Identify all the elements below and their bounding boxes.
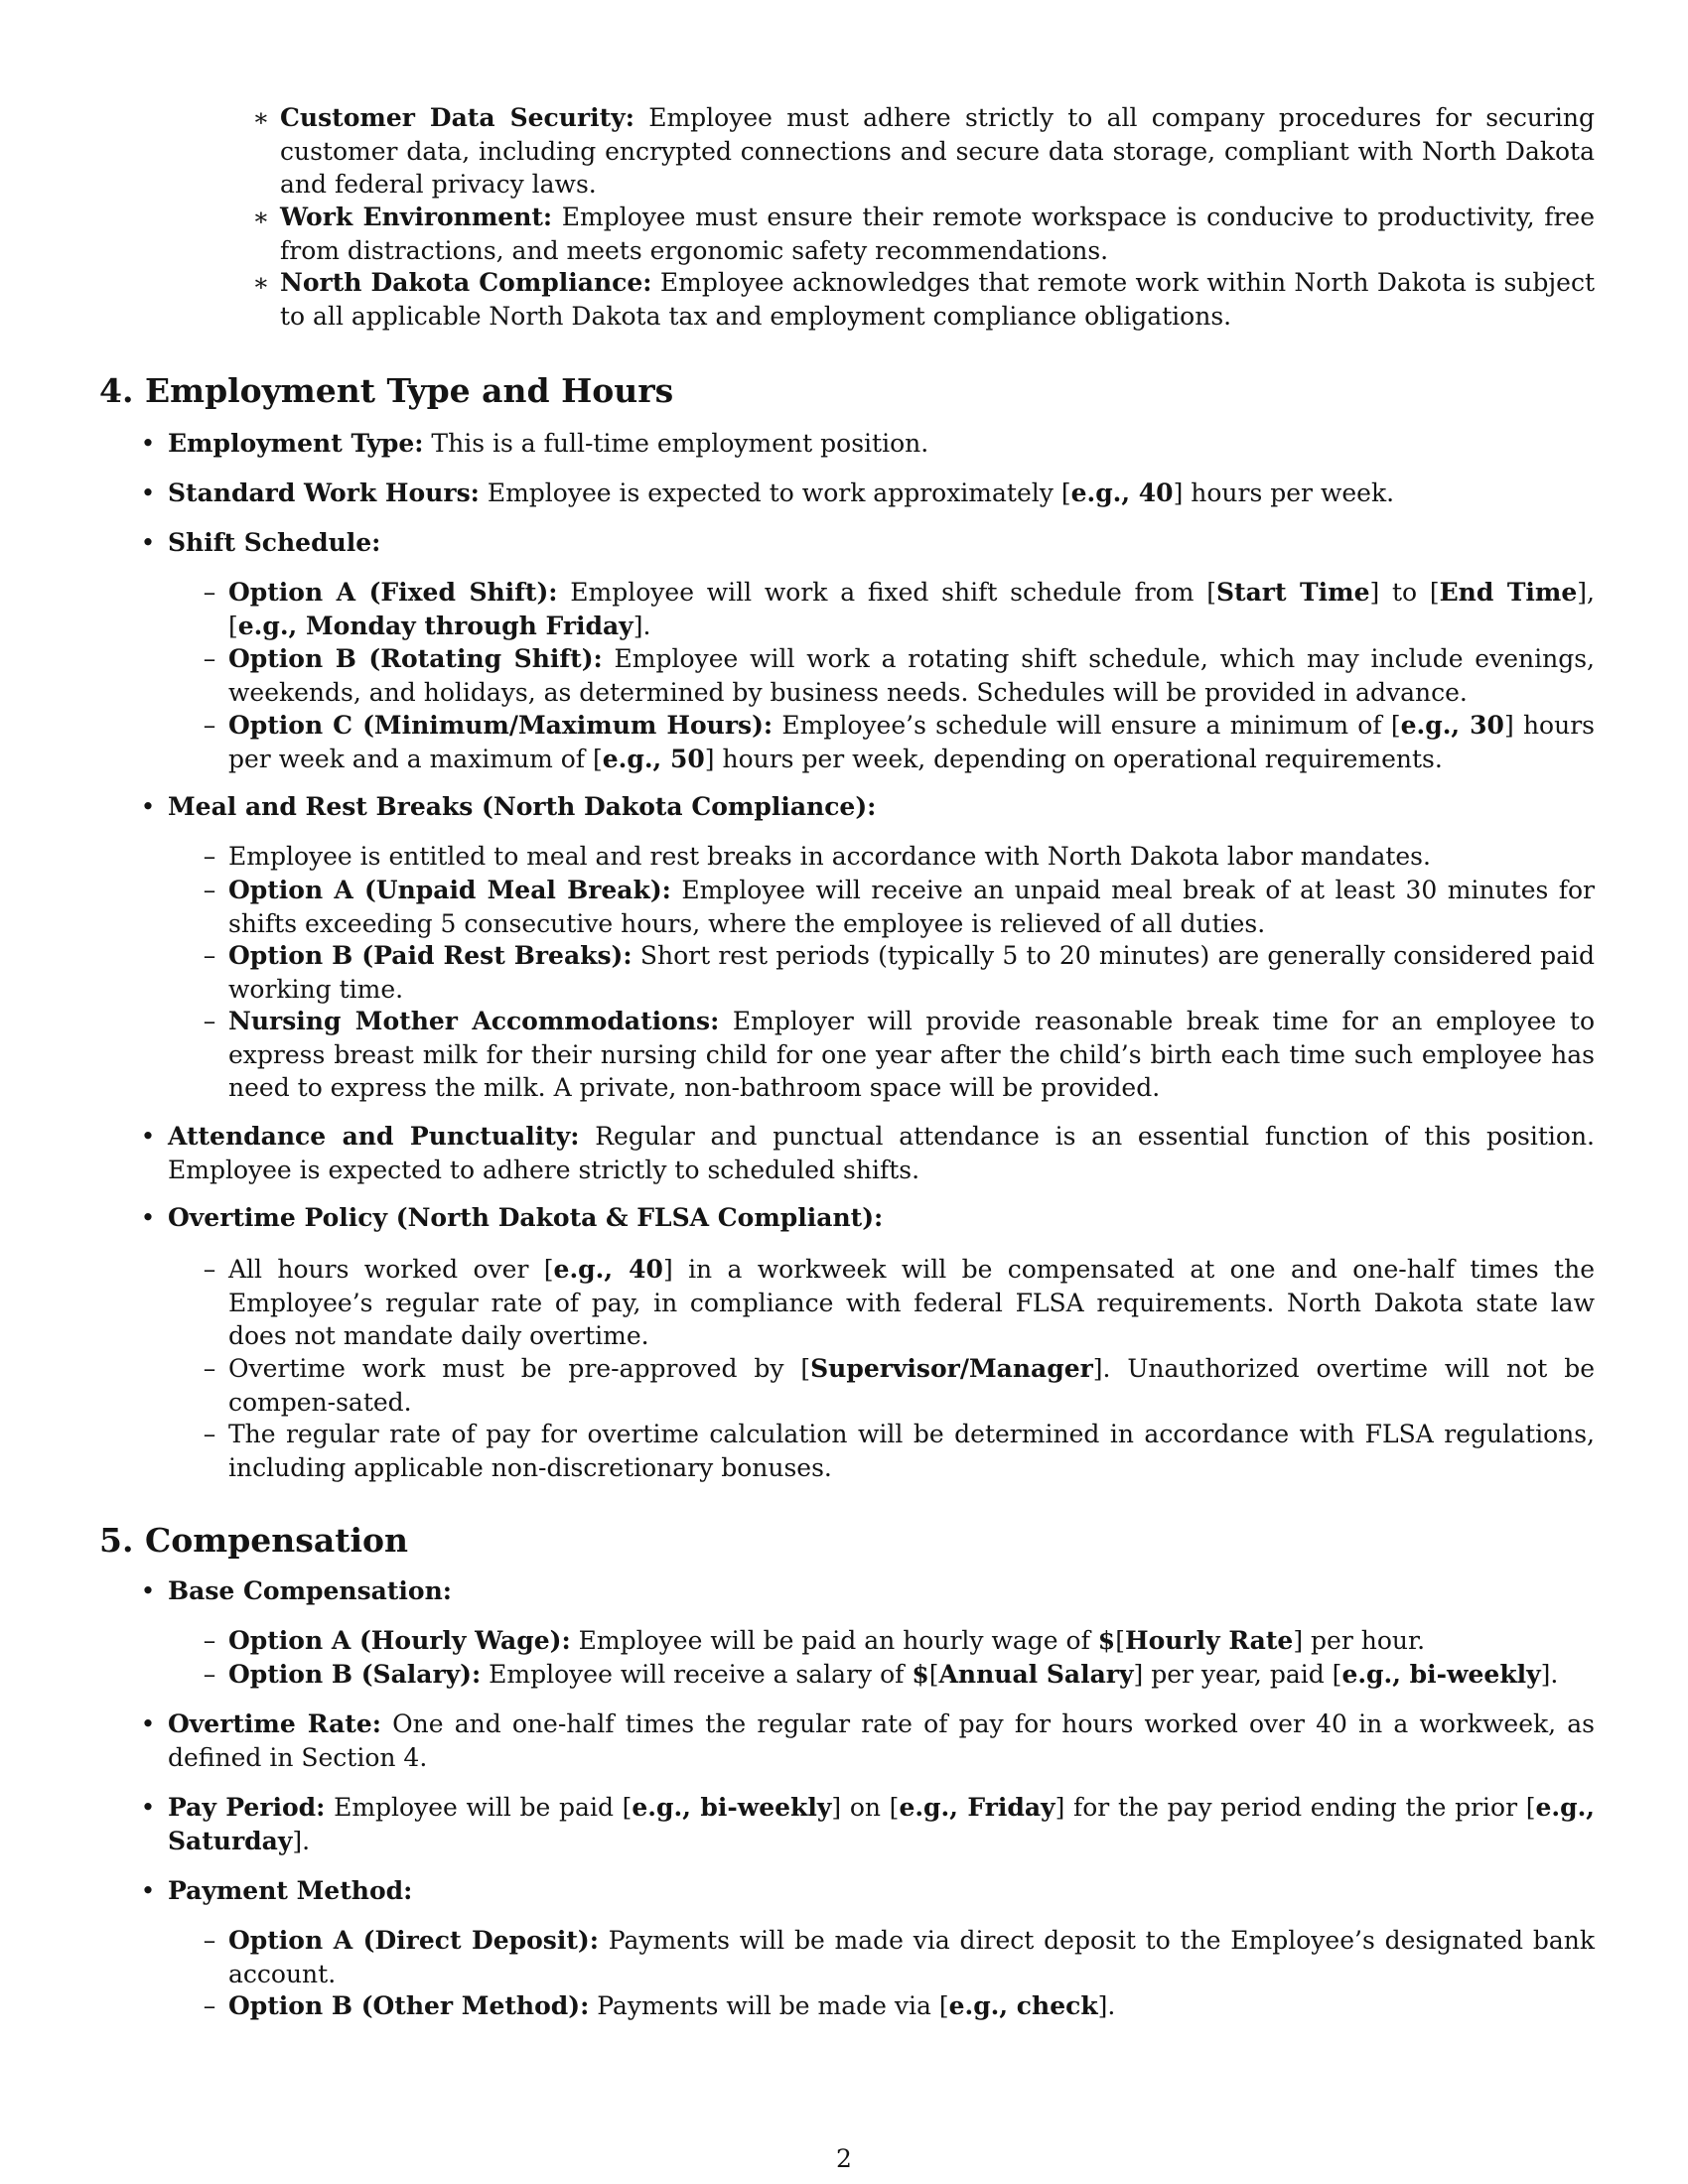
list-item-overtime-policy: Overtime Policy (North Dakota & FLSA Compliant): [168, 1203, 884, 1232]
dash-marker: – [203, 644, 216, 673]
dash-marker: – [203, 1255, 216, 1284]
list-item-attendance: Attendance and Punctuality: Regular and punctual attendance is an essential function of this position. Employee is expected to adhere strictly to scheduled shifts. [168, 1122, 1595, 1184]
bullet-marker: • [140, 1203, 156, 1232]
section-heading-5: 5. Compensation [99, 1521, 408, 1560]
dash-marker: – [203, 1926, 216, 1955]
list-item-base-compensation: Base Compensation: [168, 1576, 452, 1605]
list-item-payment-method: Payment Method: [168, 1876, 413, 1905]
list-item-meal-rest-breaks: Meal and Rest Breaks (North Dakota Compliance): [168, 792, 877, 821]
bullet-marker: • [140, 478, 156, 507]
list-item-breaks-intro: Employee is entitled to meal and rest breaks in accordance with North Dakota labor mandates. [228, 842, 1431, 871]
dash-marker: – [203, 1626, 216, 1655]
bullet-marker: • [140, 1122, 156, 1151]
asterisk-marker: ∗ [252, 203, 270, 231]
bullet-marker: • [140, 792, 156, 821]
dash-marker: – [203, 1991, 216, 2020]
list-item-overtime-3: The regular rate of pay for overtime calculation will be determined in accordance with FLSA regulations, including applicable non-discretionary bonuses. [228, 1420, 1595, 1482]
list-item-shift-option-a: Option A (Fixed Shift): Employee will work a fixed shift schedule from [Start Time] to [End Time], [e.g., Monday through Friday]. [228, 578, 1595, 640]
list-item-north-dakota-compliance: North Dakota Compliance: Employee acknowledges that remote work within North Dakota is subject to all applicable North Dakota tax and employment compliance obligations. [280, 268, 1595, 331]
list-item-nursing-mother: Nursing Mother Accommodations: Employer will provide reasonable break time for an employee to express breast milk for their nursing child for one year after the child’s birth each time such employee has need to express the milk. A private, non-bathroom space will be provided. [228, 1007, 1595, 1102]
list-item-work-environment: Work Environment: Employee must ensure their remote workspace is conducive to productivity, free from distractions, and meets ergonomic safety recommendations. [280, 203, 1595, 265]
bullet-marker: • [140, 1876, 156, 1905]
list-item-shift-option-c: Option C (Minimum/Maximum Hours): Employee’s schedule will ensure a minimum of [e.g., 30] hours per week and a maximum of [e.g., 50] hours per week, depending on operational requirements. [228, 711, 1595, 773]
list-item-overtime-2: Overtime work must be pre-approved by [Supervisor/Manager]. Unauthorized overtime will not be compen-sated. [228, 1354, 1595, 1417]
dash-marker: – [203, 876, 216, 904]
bullet-marker: • [140, 1709, 156, 1738]
list-item-hourly-wage: Option A (Hourly Wage): Employee will be paid an hourly wage of $[Hourly Rate] per hour. [228, 1626, 1426, 1655]
dash-marker: – [203, 1354, 216, 1383]
asterisk-marker: ∗ [252, 103, 270, 132]
list-item-direct-deposit: Option A (Direct Deposit): Payments will be made via direct deposit to the Employee’s designated bank account. [228, 1926, 1596, 1988]
list-item-employment-type: Employment Type: This is a full-time employment position. [168, 429, 929, 458]
list-item-customer-data-security: Customer Data Security: Employee must adhere strictly to all company procedures for securing customer data, including encrypted connections and secure data storage, compliant with North Dakota and federal privacy laws. [280, 103, 1595, 199]
dash-marker: – [203, 1007, 216, 1035]
bullet-marker: • [140, 1576, 156, 1605]
list-item-overtime-rate: Overtime Rate: One and one-half times the regular rate of pay for hours worked over 40 in a workweek, as defined in Section 4. [168, 1709, 1595, 1772]
dash-marker: – [203, 842, 216, 871]
dash-marker: – [203, 1660, 216, 1689]
dash-marker: – [203, 711, 216, 740]
bullet-marker: • [140, 528, 156, 557]
list-item-breaks-option-b: Option B (Paid Rest Breaks): Short rest periods (typically 5 to 20 minutes) are generally considered paid working time. [228, 941, 1595, 1004]
list-item-shift-option-b: Option B (Rotating Shift): Employee will work a rotating shift schedule, which may include evenings, weekends, and holidays, as determined by business needs. Schedules will be provided in advance. [228, 644, 1595, 707]
bullet-marker: • [140, 429, 156, 458]
bullet-marker: • [140, 1793, 156, 1822]
list-item-other-method: Option B (Other Method): Payments will be made via [e.g., check]. [228, 1991, 1116, 2020]
dash-marker: – [203, 1420, 216, 1448]
dash-marker: – [203, 941, 216, 970]
section-heading-4: 4. Employment Type and Hours [99, 371, 674, 410]
list-item-pay-period: Pay Period: Employee will be paid [e.g., bi-weekly] on [e.g., Friday] for the pay period ending the prior [e.g., Saturday]. [168, 1793, 1595, 1855]
asterisk-marker: ∗ [252, 268, 270, 297]
page-number: 2 [836, 2144, 852, 2173]
list-item-overtime-1: All hours worked over [e.g., 40] in a workweek will be compensated at one and one-half times the Employee’s regular rate of pay, in compliance with federal FLSA requirements. North Dakota state law does not mandate daily overtime. [228, 1255, 1595, 1350]
list-item-salary: Option B (Salary): Employee will receive a salary of $[Annual Salary] per year, paid [e.g., bi-weekly]. [228, 1660, 1559, 1689]
list-item-breaks-option-a: Option A (Unpaid Meal Break): Employee will receive an unpaid meal break of at least 30 minutes for shifts exceeding 5 consecutive hours, where the employee is relieved of all duties. [228, 876, 1596, 938]
list-item-shift-schedule: Shift Schedule: [168, 528, 381, 557]
list-item-standard-work-hours: Standard Work Hours: Employee is expected to work approximately [e.g., 40] hours per week. [168, 478, 1395, 507]
dash-marker: – [203, 578, 216, 607]
